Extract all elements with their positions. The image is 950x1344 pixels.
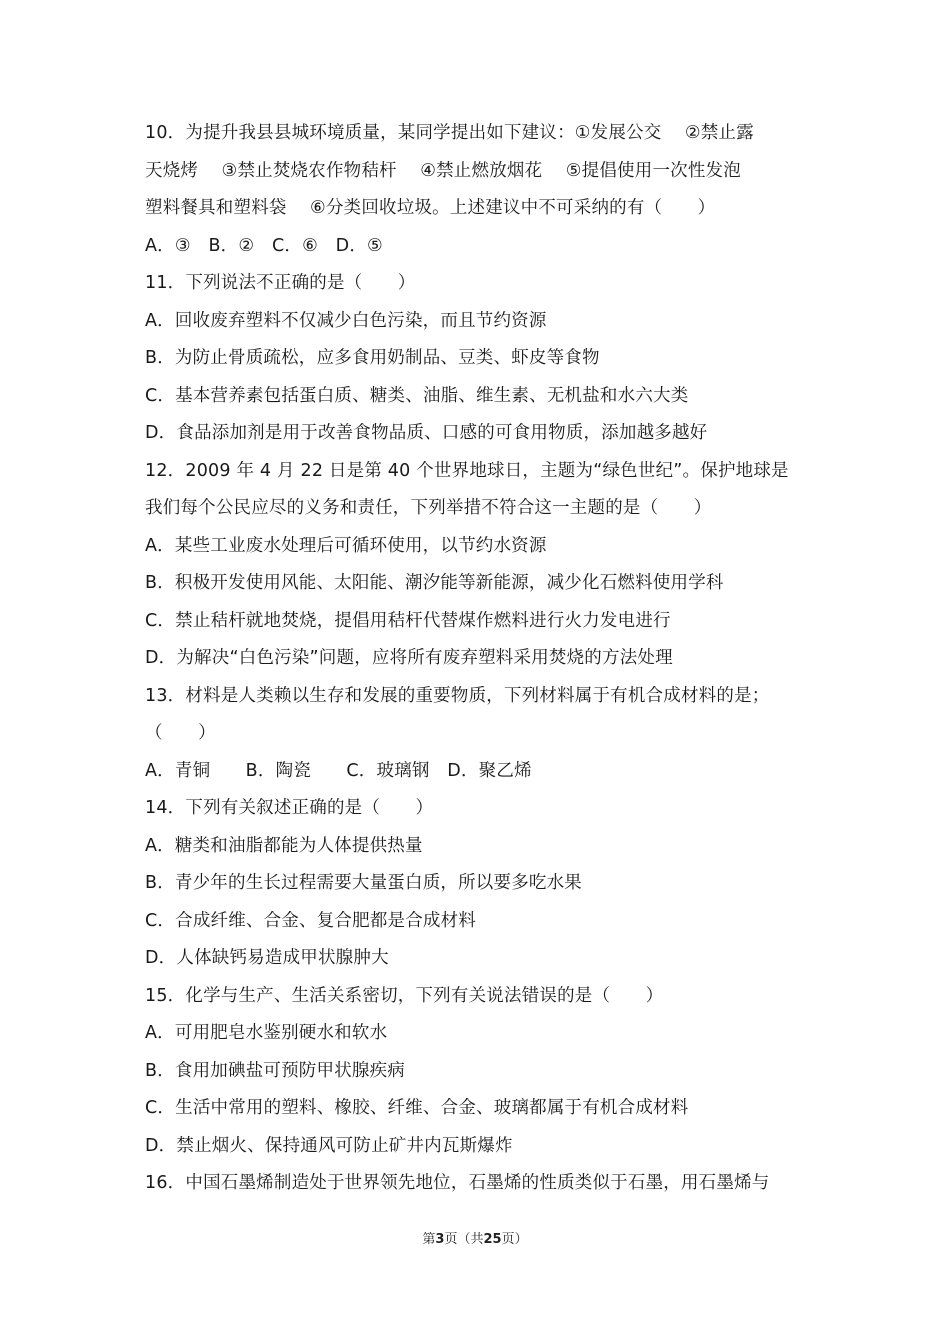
footer-total-pages: 25	[483, 1232, 502, 1247]
footer-suffix: 页）	[501, 1232, 528, 1247]
question-text-body	[145, 115, 815, 1203]
text-line: A．回收废弃塑料不仅减少白色污染，而且节约资源	[145, 310, 547, 331]
footer-page-number: 3	[435, 1232, 445, 1247]
page-footer	[0, 1228, 950, 1247]
text-line: D．人体缺钙易造成甲状腺肿大	[145, 948, 389, 968]
text-line: A．③ B．② C．⑥ D．⑤	[145, 235, 383, 256]
text-line: 16．中国石墨烯制造处于世界领先地位，石墨烯的性质类似于石墨，用石墨烯与	[145, 1173, 770, 1193]
text-line: B．为防止骨质疏松，应多食用奶制品、豆类、虾皮等食物	[145, 348, 600, 368]
text-line: C．基本营养素包括蛋白质、糖类、油脂、维生素、无机盐和水六大类	[145, 385, 689, 406]
text-line: D．为解决“白色污染”问题，应将所有废弃塑料采用焚烧的方法处理	[145, 648, 673, 668]
text-line: 11．下列说法不正确的是（ ）	[145, 273, 416, 293]
text-line: B．食用加碘盐可预防甲状腺疾病	[145, 1060, 406, 1081]
text-line: A．某些工业废水处理后可循环使用，以节约水资源	[145, 535, 547, 556]
text-line: C．生活中常用的塑料、橡胶、纤维、合金、玻璃都属于有机合成材料	[145, 1098, 689, 1118]
text-line: B．青少年的生长过程需要大量蛋白质，所以要多吃水果	[145, 873, 583, 893]
footer-middle: 页（共	[444, 1232, 484, 1247]
text-line: D．禁止烟火、保持通风可防止矿井内瓦斯爆炸	[145, 1135, 513, 1156]
text-line: 13．材料是人类赖以生存和发展的重要物质，下列材料属于有机合成材料的是；	[145, 685, 770, 706]
text-line: 12．2009 年 4 月 22 日是第 40 个世界地球日，主题为“绿色世纪”。保护地球是	[145, 460, 789, 481]
footer-prefix: 第	[422, 1232, 436, 1247]
text-line: A．可用肥皂水鉴别硬水和软水	[145, 1023, 388, 1043]
text-line: A．糖类和油脂都能为人体提供热量	[145, 835, 423, 856]
text-line: D．食品添加剂是用于改善食物品质、口感的可食用物质，添加越多越好	[145, 423, 708, 443]
text-line: 塑料餐具和塑料袋 ⑥分类回收垃圾。上述建议中不可采纳的有（ ）	[145, 198, 716, 218]
text-line: B．积极开发使用风能、太阳能、潮汐能等新能源，减少化石燃料使用学科	[145, 573, 724, 593]
text-line: 15．化学与生产、生活关系密切，下列有关说法错误的是（ ）	[145, 985, 664, 1006]
text-line: C．合成纤维、合金、复合肥都是合成材料	[145, 910, 477, 931]
text-line: 我们每个公民应尽的义务和责任，下列举措不符合这一主题的是（ ）	[145, 498, 712, 518]
text-line: C．禁止秸杆就地焚烧，提倡用秸杆代替煤作燃料进行火力发电进行	[145, 610, 671, 631]
text-line: A．青铜 B．陶瓷 C．玻璃钢 D．聚乙烯	[145, 760, 532, 781]
text-line: （ ）	[145, 723, 216, 743]
text-line: 10．为提升我县县城环境质量，某同学提出如下建议：①发展公交 ②禁止露	[145, 123, 754, 143]
text-line: 天烧烤 ③禁止焚烧农作物秸杆 ④禁止燃放烟花 ⑤提倡使用一次性发泡	[145, 160, 741, 181]
text-line: 14．下列有关叙述正确的是（ ）	[145, 798, 434, 818]
